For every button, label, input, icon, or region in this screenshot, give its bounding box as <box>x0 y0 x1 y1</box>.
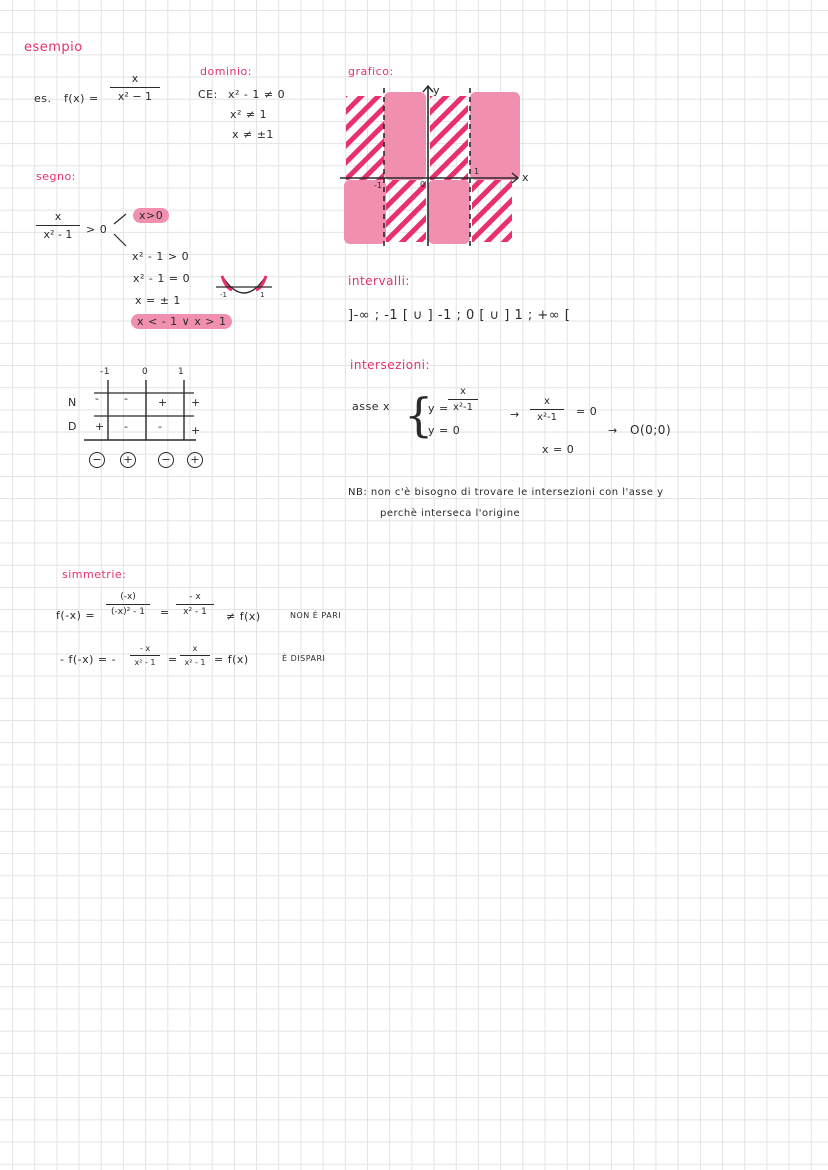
parabola-root-neg: -1 <box>220 291 227 299</box>
N-sign-2: - <box>124 392 129 405</box>
sign-result: x < - 1 ∨ x > 1 <box>131 315 232 328</box>
sym-row2-frac2-den: x² - 1 <box>184 658 206 667</box>
region-fill-1 <box>384 92 426 180</box>
region-hatch-2 <box>430 96 468 180</box>
sym-row1-rhs: ≠ f(x) <box>226 610 261 623</box>
row-label-N: N <box>68 396 77 409</box>
sign-numerator: x <box>54 210 62 223</box>
sym-row2-eq: = <box>168 653 178 666</box>
region-hatch-3 <box>386 180 426 242</box>
equation-fraction <box>530 396 564 423</box>
graph-heading: grafico: <box>348 65 394 78</box>
ce-label: CE: <box>198 88 218 101</box>
N-sign-1: - <box>95 392 100 405</box>
equation-rhs: = 0 <box>576 405 598 418</box>
region-fill-4 <box>428 180 470 244</box>
intersections-heading: intersezioni: <box>350 358 431 372</box>
sym-row2-lhs: - f(-x) = - <box>60 653 117 666</box>
sym-row1-frac2 <box>176 592 214 617</box>
sym-row1-lhs: f(-x) = <box>56 609 96 622</box>
domain-line-1: x² - 1 ≠ 0 <box>228 88 286 101</box>
sym-row2-verdict: È DISPARI <box>282 654 326 663</box>
sym-row1-eq: = <box>160 606 170 619</box>
example-prefix: es. <box>34 92 52 105</box>
sym-row2-frac2 <box>180 644 210 667</box>
system-denominator: x²-1 <box>453 402 473 413</box>
sym-row1-frac1 <box>106 592 150 617</box>
origin-label: 0 <box>420 180 426 189</box>
system-y-lhs: y = <box>428 402 449 415</box>
function-numerator: x <box>131 72 139 85</box>
sym-row1-frac2-num: - x <box>189 592 201 602</box>
x-axis-label: x <box>522 171 529 184</box>
sym-row1-verdict: NON È PARI <box>290 611 342 620</box>
equation-denominator: x²-1 <box>537 412 557 423</box>
parabola-root-pos: 1 <box>260 291 265 299</box>
sym-row2-frac1 <box>130 644 160 667</box>
N-sign-4: + <box>191 396 201 409</box>
y-axis-label: y <box>433 84 440 97</box>
sign-table-grid <box>84 378 204 448</box>
intervals-heading: intervalli: <box>348 274 410 288</box>
symmetry-heading: simmetrie: <box>62 568 127 581</box>
den-line-1: x² - 1 > 0 <box>132 250 190 263</box>
intersection-point: O(0;0) <box>630 423 672 437</box>
function-fraction <box>110 72 160 103</box>
note-line-1: NB: non c'è bisogno di trovare le intersezioni con l'asse y <box>348 487 664 498</box>
sym-row1-frac2-den: x² - 1 <box>183 607 207 617</box>
arrow-1: → <box>510 408 520 421</box>
sign-denominator: x² - 1 <box>43 228 73 241</box>
sign-heading: segno: <box>36 170 76 183</box>
result-sign-2: + <box>120 452 136 468</box>
tick-neg: -1 <box>374 181 382 190</box>
parabola-sketch <box>216 270 276 300</box>
D-sign-3: - <box>158 420 163 433</box>
table-col-1: 1 <box>178 367 185 377</box>
system-fraction <box>448 386 478 413</box>
tick-pos: 1 <box>474 167 480 176</box>
sym-row2-frac1-num: - x <box>139 644 151 653</box>
domain-line-3: x ≠ ±1 <box>232 128 274 141</box>
result-sign-3: − <box>158 452 174 468</box>
function-lhs: f(x) = <box>64 92 99 105</box>
den-line-2: x² - 1 = 0 <box>133 272 191 285</box>
note-line-2: perchè interseca l'origine <box>380 508 521 519</box>
system-brace: { <box>404 388 434 442</box>
table-col-0: 0 <box>142 367 149 377</box>
intersection-solution: x = 0 <box>542 443 575 456</box>
system-line-2: y = 0 <box>428 424 461 437</box>
D-sign-2: - <box>124 420 129 433</box>
sign-gt: > 0 <box>86 223 108 236</box>
sym-row2-frac2-num: x <box>192 644 198 653</box>
sym-row2-rhs: = f(x) <box>214 653 249 666</box>
intersections-axis: asse x <box>352 400 390 413</box>
branch-lines <box>112 210 132 250</box>
sym-row1-frac1-den: (-x)² - 1 <box>111 607 145 617</box>
function-graph <box>340 80 540 250</box>
result-sign-1: − <box>89 452 105 468</box>
sign-fraction <box>36 210 80 241</box>
table-col-neg1: -1 <box>100 367 110 377</box>
region-hatch-4 <box>472 180 512 242</box>
function-denominator: x² − 1 <box>117 90 153 103</box>
region-hatch-1 <box>346 96 384 180</box>
page-title: esempio <box>24 40 83 55</box>
intervals-text: ]-∞ ; -1 [ ∪ ] -1 ; 0 [ ∪ ] 1 ; +∞ [ <box>348 308 571 323</box>
sym-row2-frac1-den: x² - 1 <box>134 658 156 667</box>
result-sign-4: + <box>187 452 203 468</box>
system-numerator: x <box>460 386 466 397</box>
equation-numerator: x <box>544 396 550 407</box>
N-sign-3: + <box>158 396 168 409</box>
domain-line-2: x² ≠ 1 <box>230 108 268 121</box>
D-sign-4: + <box>191 424 201 437</box>
row-label-D: D <box>68 420 77 433</box>
arrow-2: → <box>608 424 618 437</box>
numerator-condition: x>0 <box>133 209 169 222</box>
den-line-3: x = ± 1 <box>135 294 181 307</box>
domain-heading: dominio: <box>200 65 252 78</box>
D-sign-1: + <box>95 420 105 433</box>
sym-row1-frac1-num: (-x) <box>120 592 136 602</box>
